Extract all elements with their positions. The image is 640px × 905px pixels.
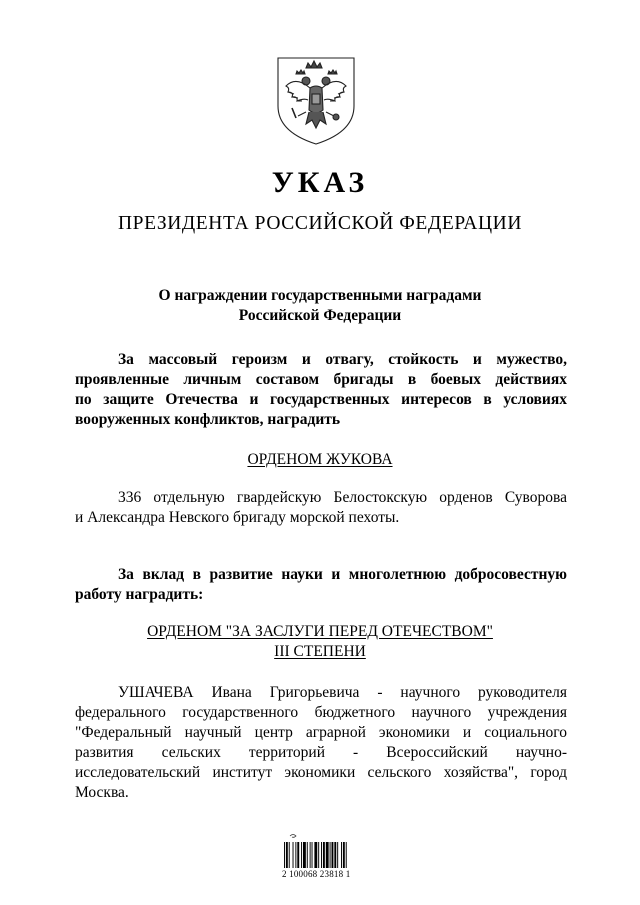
- section2-recipient-line: Москва.: [75, 784, 129, 801]
- section2-recipient-line: "Федеральный научный центр аграрной экономики и социального: [75, 724, 567, 741]
- barcode-icon: [282, 832, 382, 870]
- section1-intro: [75, 350, 567, 430]
- coat-of-arms-icon: [276, 54, 356, 146]
- section2-award-line: ОРДЕНОМ "ЗА ЗАСЛУГИ ПЕРЕД ОТЕЧЕСТВОМ": [147, 623, 493, 640]
- section2-intro-line: За вклад в развитие науки и многолетнюю добросовестную: [118, 566, 567, 583]
- decree-subject: [0, 286, 640, 326]
- barcode-number: 2 100068 23818 1: [282, 869, 351, 879]
- section2-recipient-line: развития сельских территорий - Всероссийский научно-: [75, 744, 567, 761]
- section2-intro-line: работу наградить:: [75, 586, 204, 603]
- section2-recipient-line: УШАЧЕВА Ивана Григорьевича - научного руководителя: [118, 684, 567, 701]
- section1-intro-line: по защите Отечества и государственных интересов в условиях: [75, 391, 567, 408]
- section2-award: [0, 622, 640, 662]
- section1-recipient-line: 336 отдельную гвардейскую Белостокскую орденов Суворова: [118, 489, 567, 506]
- section1-intro-line: За массовый героизм и отвагу, стойкость и мужество,: [118, 351, 567, 368]
- section1-award: [0, 450, 640, 470]
- section1-intro-line: проявленные личным составом бригады в боевых действиях: [75, 371, 567, 388]
- section2-recipient: [75, 683, 567, 803]
- section1-award-line: ОРДЕНОМ ЖУКОВА: [247, 451, 393, 468]
- decree-subject-line: О награждении государственными наградами: [158, 287, 482, 304]
- section2-recipient-line: исследовательский институт экономики сельского хозяйства", город: [75, 764, 567, 781]
- barcode: [282, 832, 382, 882]
- section2-award-line: III СТЕПЕНИ: [274, 643, 366, 660]
- section2-recipient-line: федерального государственного бюджетного научного учреждения: [75, 704, 567, 721]
- section1-recipient-line: и Александра Невского бригаду морской пехоты.: [75, 509, 400, 526]
- section1-recipient: [75, 488, 567, 528]
- section2-intro: [75, 565, 567, 605]
- decree-title: УКАЗ: [271, 166, 369, 199]
- decree-subject-line: Российской Федерации: [238, 307, 402, 324]
- section1-intro-line: вооруженных конфликтов, наградить: [75, 411, 341, 428]
- stamp-mark-icon: [290, 835, 296, 838]
- decree-subtitle: ПРЕЗИДЕНТА РОССИЙСКОЙ ФЕДЕРАЦИИ: [117, 213, 523, 234]
